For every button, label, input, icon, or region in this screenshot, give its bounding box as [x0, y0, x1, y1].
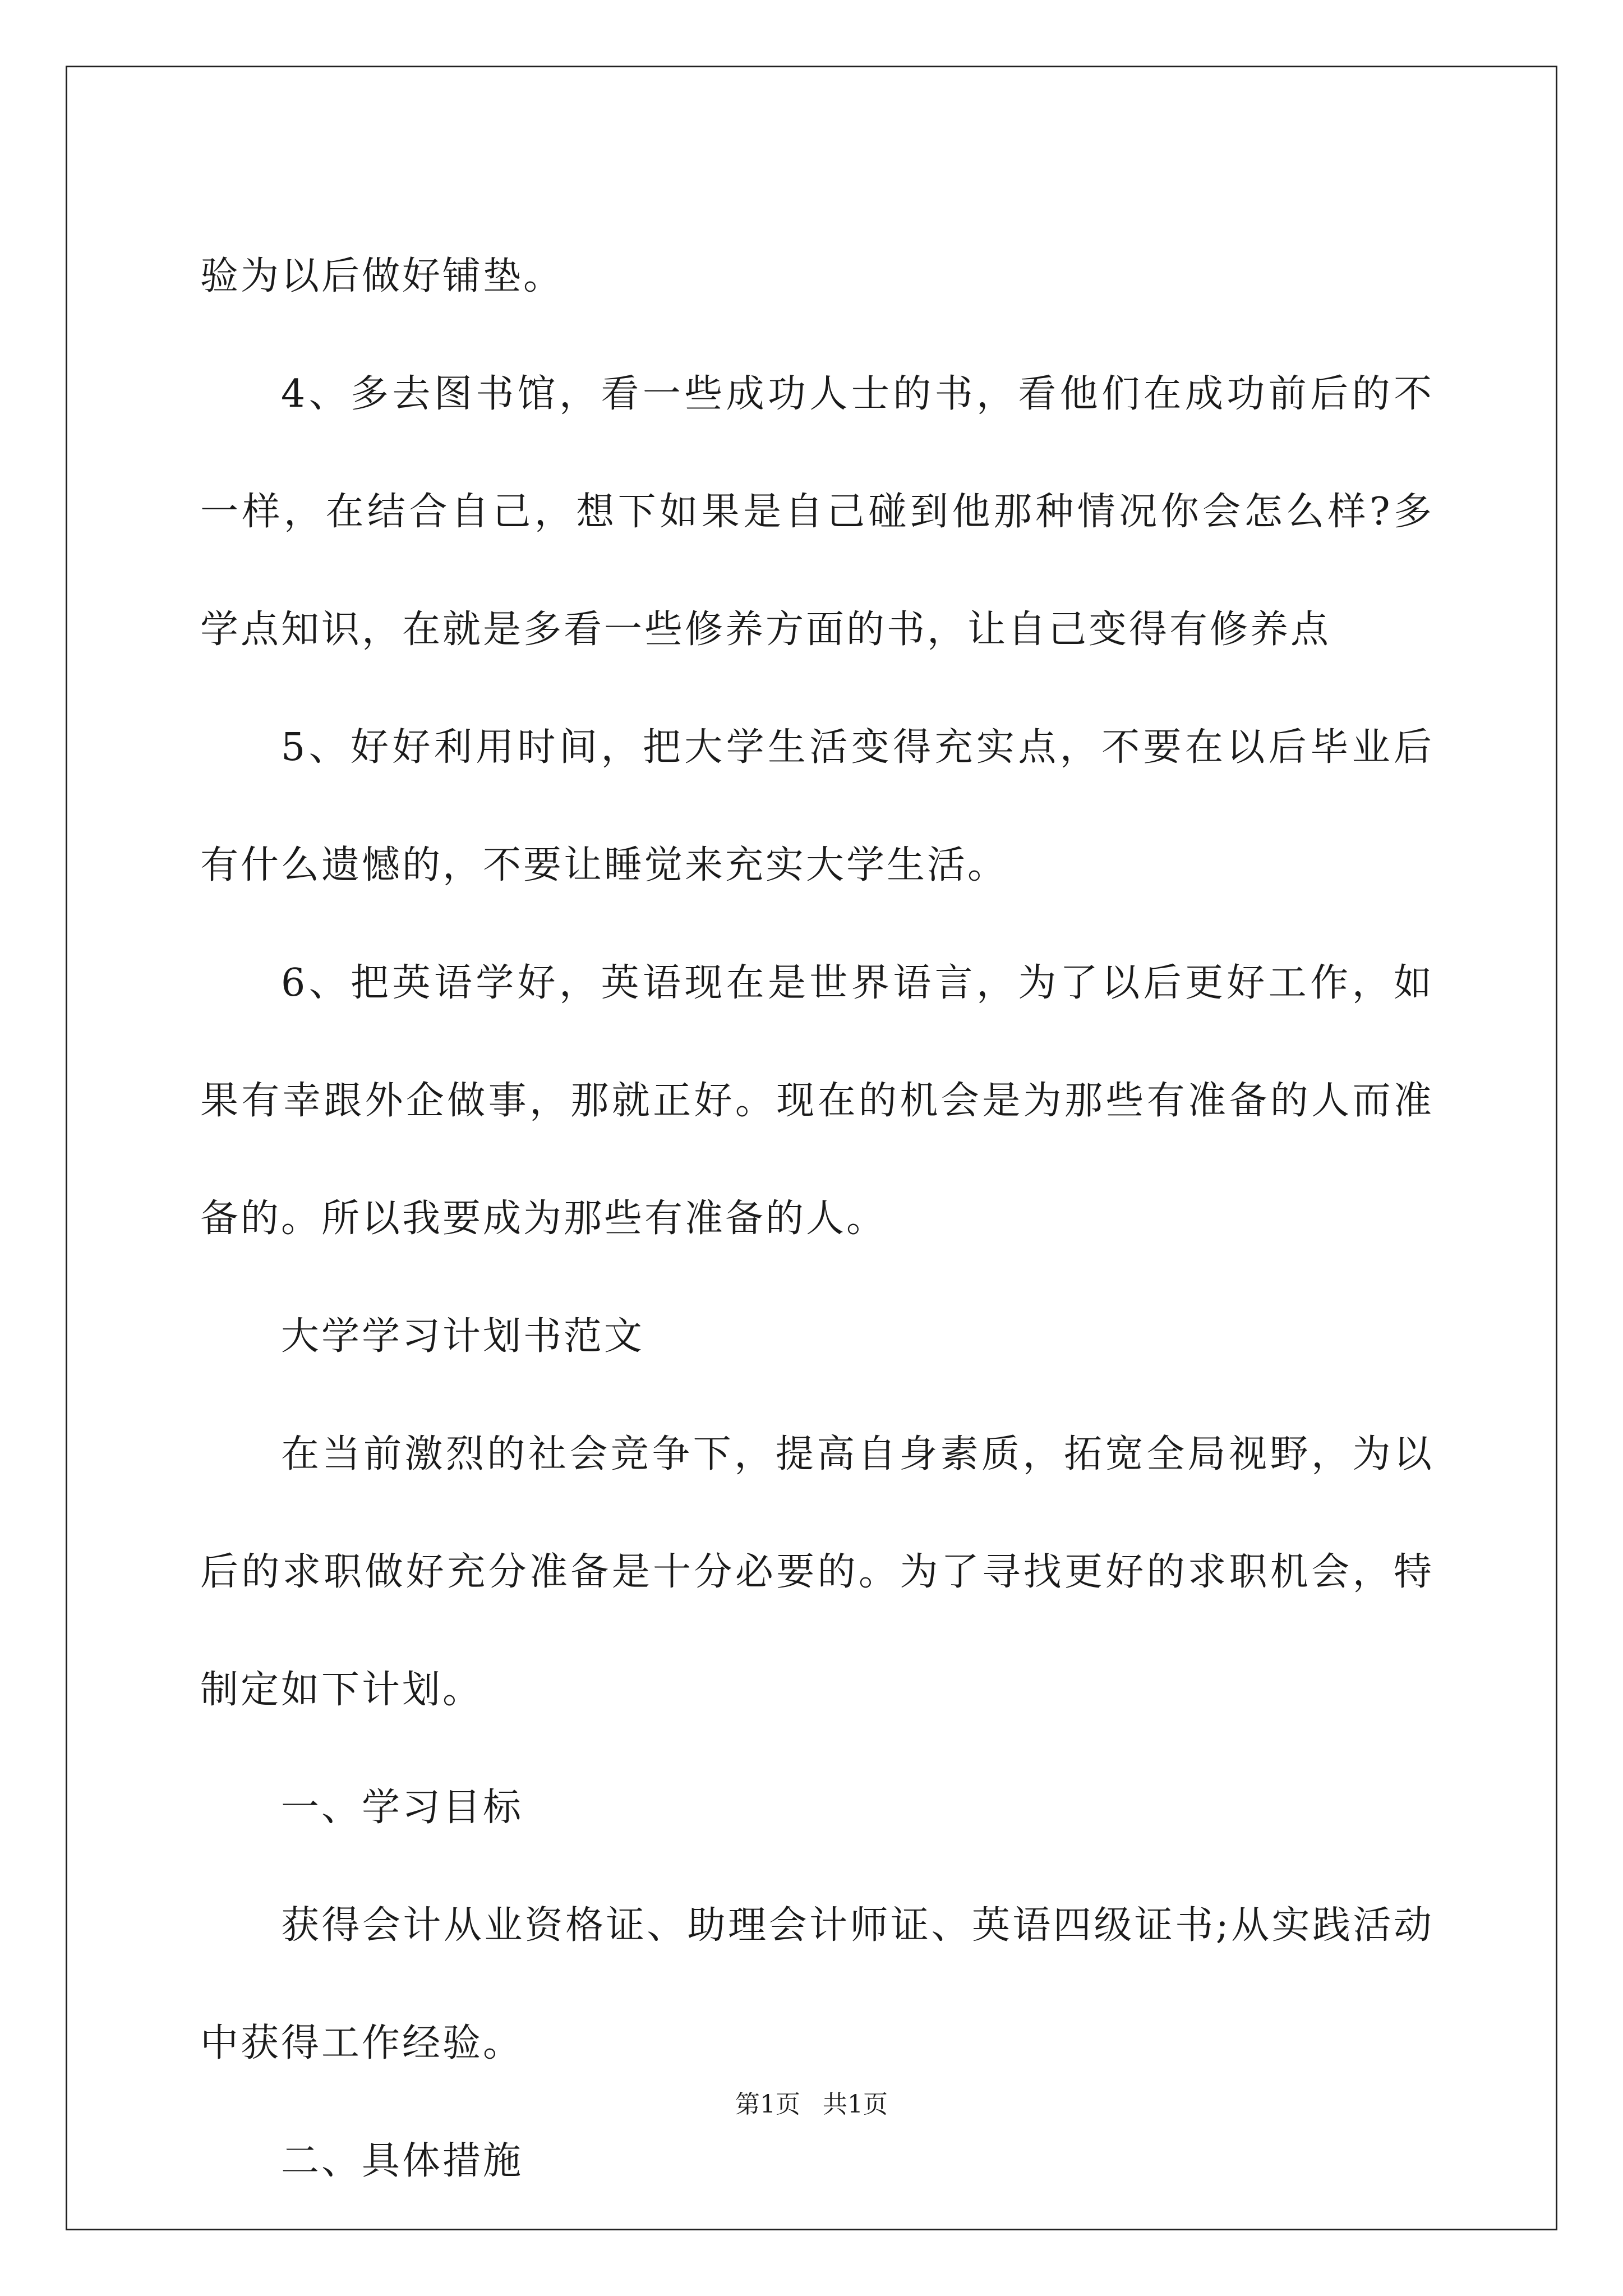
section-heading-goals: 一、学习目标 — [281, 1786, 524, 1830]
paragraph-1: 验为以后做好铺垫。 — [200, 254, 564, 298]
page-total: 共1页 — [823, 2090, 888, 2119]
paragraph-5: 在当前激烈的社会竞争下，提高自身素质，拓宽全局视野，为以后的求职做好充分准备是十分必要的。为了寻找更好的求职机会，特制定如下计划。 — [200, 1432, 1434, 1712]
section-heading-measures: 二、具体措施 — [281, 2139, 524, 2183]
page-footer — [0, 2088, 1623, 2122]
section-heading-sample: 大学学习计划书范文 — [281, 1314, 645, 1359]
paragraph-3: 5、好好利用时间，把大学生活变得充实点，不要在以后毕业后有什么遗憾的，不要让睡觉来充实大学生活。 — [200, 725, 1434, 887]
paragraph-2: 4、多去图书馆，看一些成功人士的书，看他们在成功前后的不一样，在结合自己，想下如果是自己碰到他那种情况你会怎么样?多学点知识，在就是多看一些修养方面的书，让自己变得有修养点 — [200, 372, 1434, 652]
paragraph-6: 获得会计从业资格证、助理会计师证、英语四级证书;从实践活动中获得工作经验。 — [200, 1903, 1434, 2065]
paragraph-4: 6、把英语学好，英语现在是世界语言，为了以后更好工作，如果有幸跟外企做事，那就正好。现在的机会是为那些有准备的人而准备的。所以我要成为那些有准备的人。 — [200, 961, 1434, 1241]
page-number: 第1页 — [735, 2090, 800, 2119]
document-body — [200, 218, 1434, 2220]
